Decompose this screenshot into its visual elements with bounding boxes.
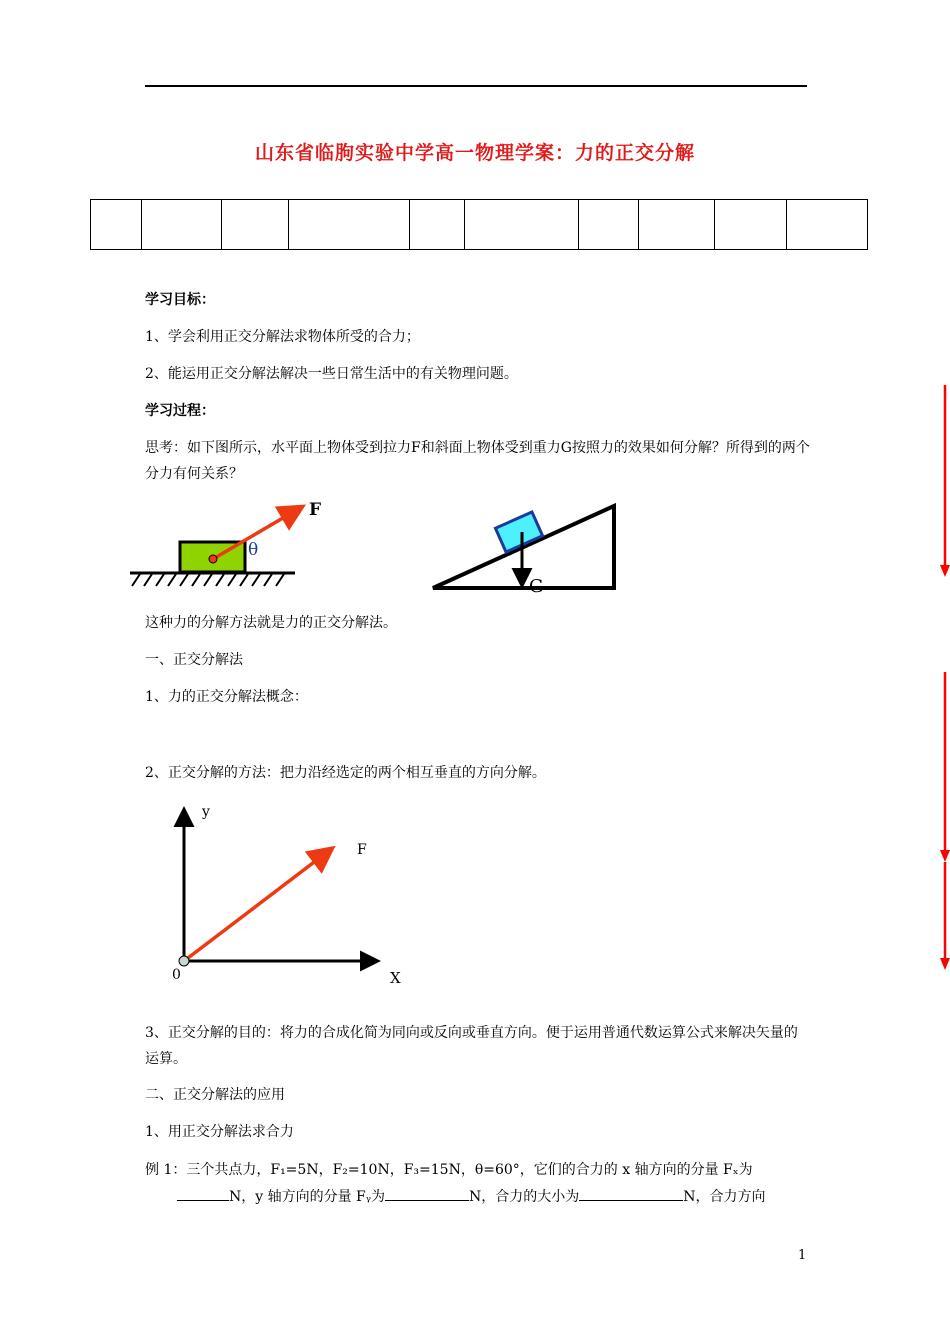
answer-blank-magnitude[interactable] xyxy=(579,1186,683,1201)
ground-hatching xyxy=(132,574,284,586)
fig2-f-label: F xyxy=(357,842,367,858)
fig2-y-label: y xyxy=(202,804,210,820)
margin-arrowhead-1 xyxy=(940,565,950,577)
axes-figure xyxy=(179,812,375,966)
page-number: 1 xyxy=(798,1248,807,1263)
fig2-x-label: X xyxy=(390,969,401,987)
incline-figure xyxy=(433,506,614,588)
process-heading: 学习过程： xyxy=(145,403,215,419)
horizontal-block-figure xyxy=(130,508,300,586)
example1-text-c: N，合力方向 xyxy=(683,1189,766,1205)
goal-item-1: 1、学会利用正交分解法求物体所受的合力； xyxy=(145,329,420,345)
example1-line1: 例 1：三个共点力，F₁=5N，F₂=10N，F₃=15N，θ=60°，它们的合力的 x 轴方向的分量 Fₓ为 xyxy=(145,1162,753,1178)
goals-heading: 学习目标： xyxy=(145,292,215,308)
force-f-vector xyxy=(184,850,330,961)
cyan-block xyxy=(495,512,542,552)
margin-arrowhead-2 xyxy=(940,850,950,862)
method-note: 这种力的分解方法就是力的正交分解法。 xyxy=(145,615,397,631)
section2-sub1: 1、用正交分解法求合力 xyxy=(145,1124,294,1140)
section2-heading: 二、正交分解法的应用 xyxy=(145,1087,285,1103)
fig1-f-label: F xyxy=(309,500,322,520)
section1-purpose: 3、正交分解的目的：将力的合成化简为同向或反向或垂直方向。便于运用普通代数运算公式来解决矢量的运算。 xyxy=(145,1025,798,1067)
example1-text-a: N，y 轴方向的分量 Fᵧ为 xyxy=(229,1189,386,1205)
section1-concept: 1、力的正交分解法概念： xyxy=(145,689,308,705)
force-origin-dot xyxy=(209,555,217,563)
example1-text-b: N，合力的大小为 xyxy=(469,1189,580,1205)
section1-heading: 一、正交分解法 xyxy=(145,652,243,668)
fig1-theta-label: θ xyxy=(248,540,259,560)
section1-method: 2、正交分解的方法：把力沿经选定的两个相互垂直的方向分解。 xyxy=(145,765,546,781)
margin-arrowhead-3 xyxy=(940,958,950,970)
fig1-g-label: G xyxy=(529,576,544,597)
document-title: 山东省临朐实验中学高一物理学案：力的正交分解 xyxy=(254,142,695,164)
example1-line2 xyxy=(177,1186,766,1207)
origin-dot xyxy=(179,956,189,966)
think-question: 思考：如下图所示，水平面上物体受到拉力F和斜面上物体受到重力G按照力的效果如何分解？所得到的两个分力有何关系？ xyxy=(145,440,810,482)
margin-arrows xyxy=(940,385,950,970)
fig2-origin-label: 0 xyxy=(172,967,181,983)
answer-blank-fy[interactable] xyxy=(385,1186,469,1201)
answer-blank-fx[interactable] xyxy=(177,1186,229,1201)
goal-item-2: 2、能运用正交分解法解决一些日常生活中的有关物理问题。 xyxy=(145,366,518,382)
